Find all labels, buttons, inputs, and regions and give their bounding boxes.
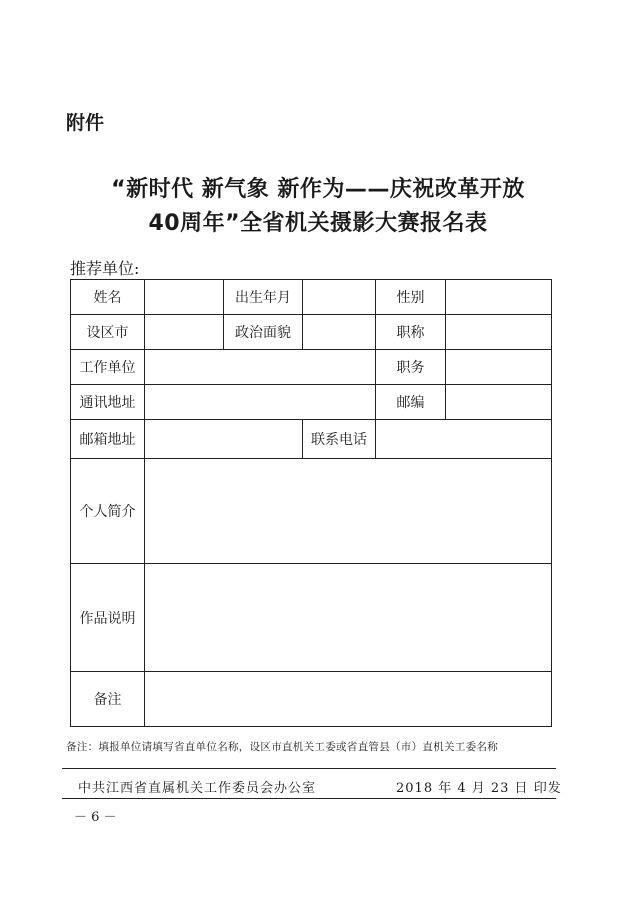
registration-form-table [70, 279, 552, 727]
gender-field[interactable] [446, 280, 552, 315]
political-field[interactable] [303, 315, 376, 350]
workplace-field[interactable] [145, 350, 376, 385]
issue-date: 2018 年 4 月 23 日 印发 [396, 781, 562, 796]
email-field[interactable] [145, 420, 303, 459]
remarks-label: 备注 [71, 672, 145, 727]
gender-label: 性别 [376, 280, 446, 315]
city-label: 设区市 [71, 315, 145, 350]
phone-field[interactable] [376, 420, 552, 459]
address-field[interactable] [145, 385, 376, 420]
works-label: 作品说明 [71, 564, 145, 672]
email-label: 邮箱地址 [71, 420, 145, 459]
bio-field[interactable] [145, 459, 552, 564]
works-field[interactable] [145, 564, 552, 672]
form-note: 备注：填报单位请填写省直单位名称，设区市直机关工委或省直管县（市）直机关工委名称 [66, 741, 498, 753]
phone-label: 联系电话 [303, 420, 376, 459]
issuer-text: 中共江西省直属机关工作委员会办公室 [78, 781, 317, 796]
remarks-field[interactable] [145, 672, 552, 727]
attachment-label: 附件 [66, 112, 105, 134]
position-field[interactable] [446, 350, 552, 385]
political-label: 政治面貌 [224, 315, 303, 350]
table-row [71, 315, 552, 350]
form-title-line1: “新时代 新气象 新作为——庆祝改革开放 [111, 177, 525, 202]
postcode-label: 邮编 [376, 385, 446, 420]
table-row [71, 459, 552, 564]
name-label: 姓名 [71, 280, 145, 315]
city-field[interactable] [145, 315, 224, 350]
form-title-line2: 40周年”全省机关摄影大赛报名表 [148, 211, 488, 236]
footer-divider-bottom [62, 798, 556, 799]
birth-field[interactable] [303, 280, 376, 315]
table-row [71, 672, 552, 727]
table-row [71, 350, 552, 385]
table-row [71, 564, 552, 672]
address-label: 通讯地址 [71, 385, 145, 420]
position-label: 职务 [376, 350, 446, 385]
table-row [71, 280, 552, 315]
workplace-label: 工作单位 [71, 350, 145, 385]
footer-divider-top [62, 768, 556, 769]
title-label: 职称 [376, 315, 446, 350]
title-field[interactable] [446, 315, 552, 350]
birth-label: 出生年月 [224, 280, 303, 315]
postcode-field[interactable] [446, 385, 552, 420]
table-row [71, 385, 552, 420]
bio-label: 个人简介 [71, 459, 145, 564]
name-field[interactable] [145, 280, 224, 315]
page-number: － 6 － [74, 810, 117, 825]
table-row [71, 420, 552, 459]
recommending-unit-label: 推荐单位: [70, 259, 140, 278]
